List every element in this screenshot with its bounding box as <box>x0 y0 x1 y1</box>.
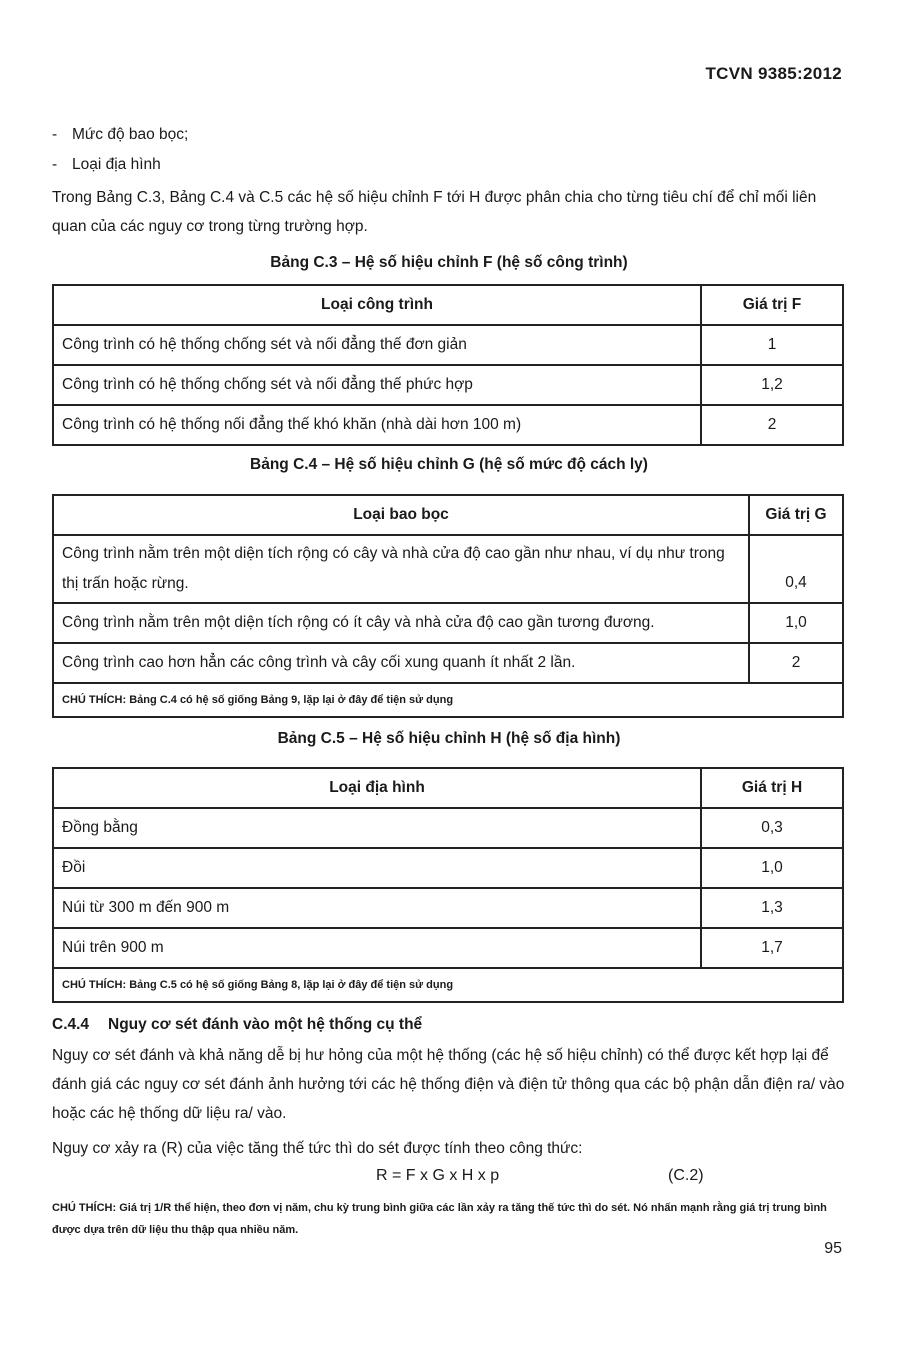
row-value: 0,3 <box>701 808 843 848</box>
column-header: Loại công trình <box>53 285 701 325</box>
table-c3 <box>52 284 844 446</box>
table-row <box>53 603 843 643</box>
row-value: 1,0 <box>749 603 843 643</box>
row-value: 1 <box>701 325 843 365</box>
table-note: CHÚ THÍCH: Bảng C.4 có hệ số giống Bảng 9, lặp lại ở đây để tiện sử dụng <box>53 683 843 717</box>
section-paragraph: Nguy cơ xảy ra (R) của việc tăng thế tức thì do sét được tính theo công thức: <box>52 1140 583 1157</box>
table-row <box>53 535 843 603</box>
row-label: Công trình cao hơn hẳn các công trình và cây cối xung quanh ít nhất 2 lần. <box>53 643 749 683</box>
row-label: Đồi <box>53 848 701 888</box>
column-header: Giá trị F <box>701 285 843 325</box>
row-value: 1,7 <box>701 928 843 968</box>
table-row <box>53 808 843 848</box>
section-paragraph: Nguy cơ sét đánh và khả năng dễ bị hư hỏng của một hệ thống (các hệ số hiệu chỉnh) có thể được kết hợp lại để đánh giá các nguy cơ sét đánh ảnh hưởng tới các hệ thống điện và điện tử thông qua các bộ phận dẫn điện ra/ vào hoặc các hệ thống dữ liệu ra/ vào. <box>52 1047 845 1122</box>
row-value: 1,0 <box>701 848 843 888</box>
page-number: 95 <box>824 1240 842 1257</box>
row-value: 1,3 <box>701 888 843 928</box>
row-value: 0,4 <box>749 535 843 603</box>
row-label: Công trình có hệ thống chống sét và nối đẳng thế đơn giản <box>53 325 701 365</box>
section-title: Nguy cơ sét đánh vào một hệ thống cụ thể <box>108 1016 423 1033</box>
table-header-row <box>53 285 843 325</box>
row-value: 2 <box>701 405 843 445</box>
formula: R = F x G x H x p <box>376 1167 500 1184</box>
table-row <box>53 325 843 365</box>
column-header: Giá trị G <box>749 495 843 535</box>
bullet-text: Loại địa hình <box>72 156 161 173</box>
column-header: Giá trị H <box>701 768 843 808</box>
bullet-dash: - <box>52 126 58 143</box>
table-header-row <box>53 495 843 535</box>
formula-reference: (C.2) <box>668 1167 704 1184</box>
table-c4-caption: Bảng C.4 – Hệ số hiệu chỉnh G (hệ số mức độ cách ly) <box>250 456 648 473</box>
footnote: CHÚ THÍCH: Giá trị 1/R thể hiện, theo đơn vị năm, chu kỳ trung bình giữa các lần xảy ra tăng thế tức thì do sét. Nó nhấn mạnh rằng giá trị trung bình được dựa trên dữ liệu thu thập qua nhiều năm. <box>52 1202 827 1236</box>
table-c5-caption: Bảng C.5 – Hệ số hiệu chỉnh H (hệ số địa hình) <box>277 730 621 747</box>
row-label: Công trình nằm trên một diện tích rộng có ít cây và nhà cửa độ cao gần tương đương. <box>53 603 749 643</box>
table-note: CHÚ THÍCH: Bảng C.5 có hệ số giống Bảng 8, lặp lại ở đây để tiện sử dụng <box>53 968 843 1002</box>
section-heading <box>52 1016 422 1034</box>
section-number: C.4.4 <box>52 1016 90 1033</box>
table-row <box>53 405 843 445</box>
table-c5 <box>52 767 844 1003</box>
row-value: 1,2 <box>701 365 843 405</box>
table-c3-caption: Bảng C.3 – Hệ số hiệu chỉnh F (hệ số công trình) <box>270 254 628 271</box>
row-value: 2 <box>749 643 843 683</box>
table-row <box>53 888 843 928</box>
table-header-row <box>53 768 843 808</box>
standard-code: TCVN 9385:2012 <box>705 64 842 83</box>
row-label: Núi trên 900 m <box>53 928 701 968</box>
row-label: Công trình có hệ thống nối đẳng thế khó khăn (nhà dài hơn 100 m) <box>53 405 701 445</box>
table-row <box>53 928 843 968</box>
bullet-text: Mức độ bao bọc; <box>72 126 189 143</box>
bullet-dash: - <box>52 156 58 173</box>
row-label: Đồng bằng <box>53 808 701 848</box>
column-header: Loại bao bọc <box>53 495 749 535</box>
row-label: Công trình nằm trên một diện tích rộng có cây và nhà cửa độ cao gần như nhau, ví dụ như trong thị trấn hoặc rừng. <box>53 535 749 603</box>
intro-paragraph: Trong Bảng C.3, Bảng C.4 và C.5 các hệ số hiệu chỉnh F tới H được phân chia cho từng tiêu chí để chỉ mối liên quan của các nguy cơ trong từng trường hợp. <box>52 189 817 235</box>
table-note-row <box>53 968 843 1002</box>
row-label: Công trình có hệ thống chống sét và nối đẳng thế phức hợp <box>53 365 701 405</box>
bullet-item <box>52 126 188 144</box>
table-c4 <box>52 494 844 718</box>
row-label: Núi từ 300 m đến 900 m <box>53 888 701 928</box>
column-header: Loại địa hình <box>53 768 701 808</box>
table-row <box>53 365 843 405</box>
table-row <box>53 643 843 683</box>
table-row <box>53 848 843 888</box>
table-note-row <box>53 683 843 717</box>
bullet-item <box>52 156 161 174</box>
